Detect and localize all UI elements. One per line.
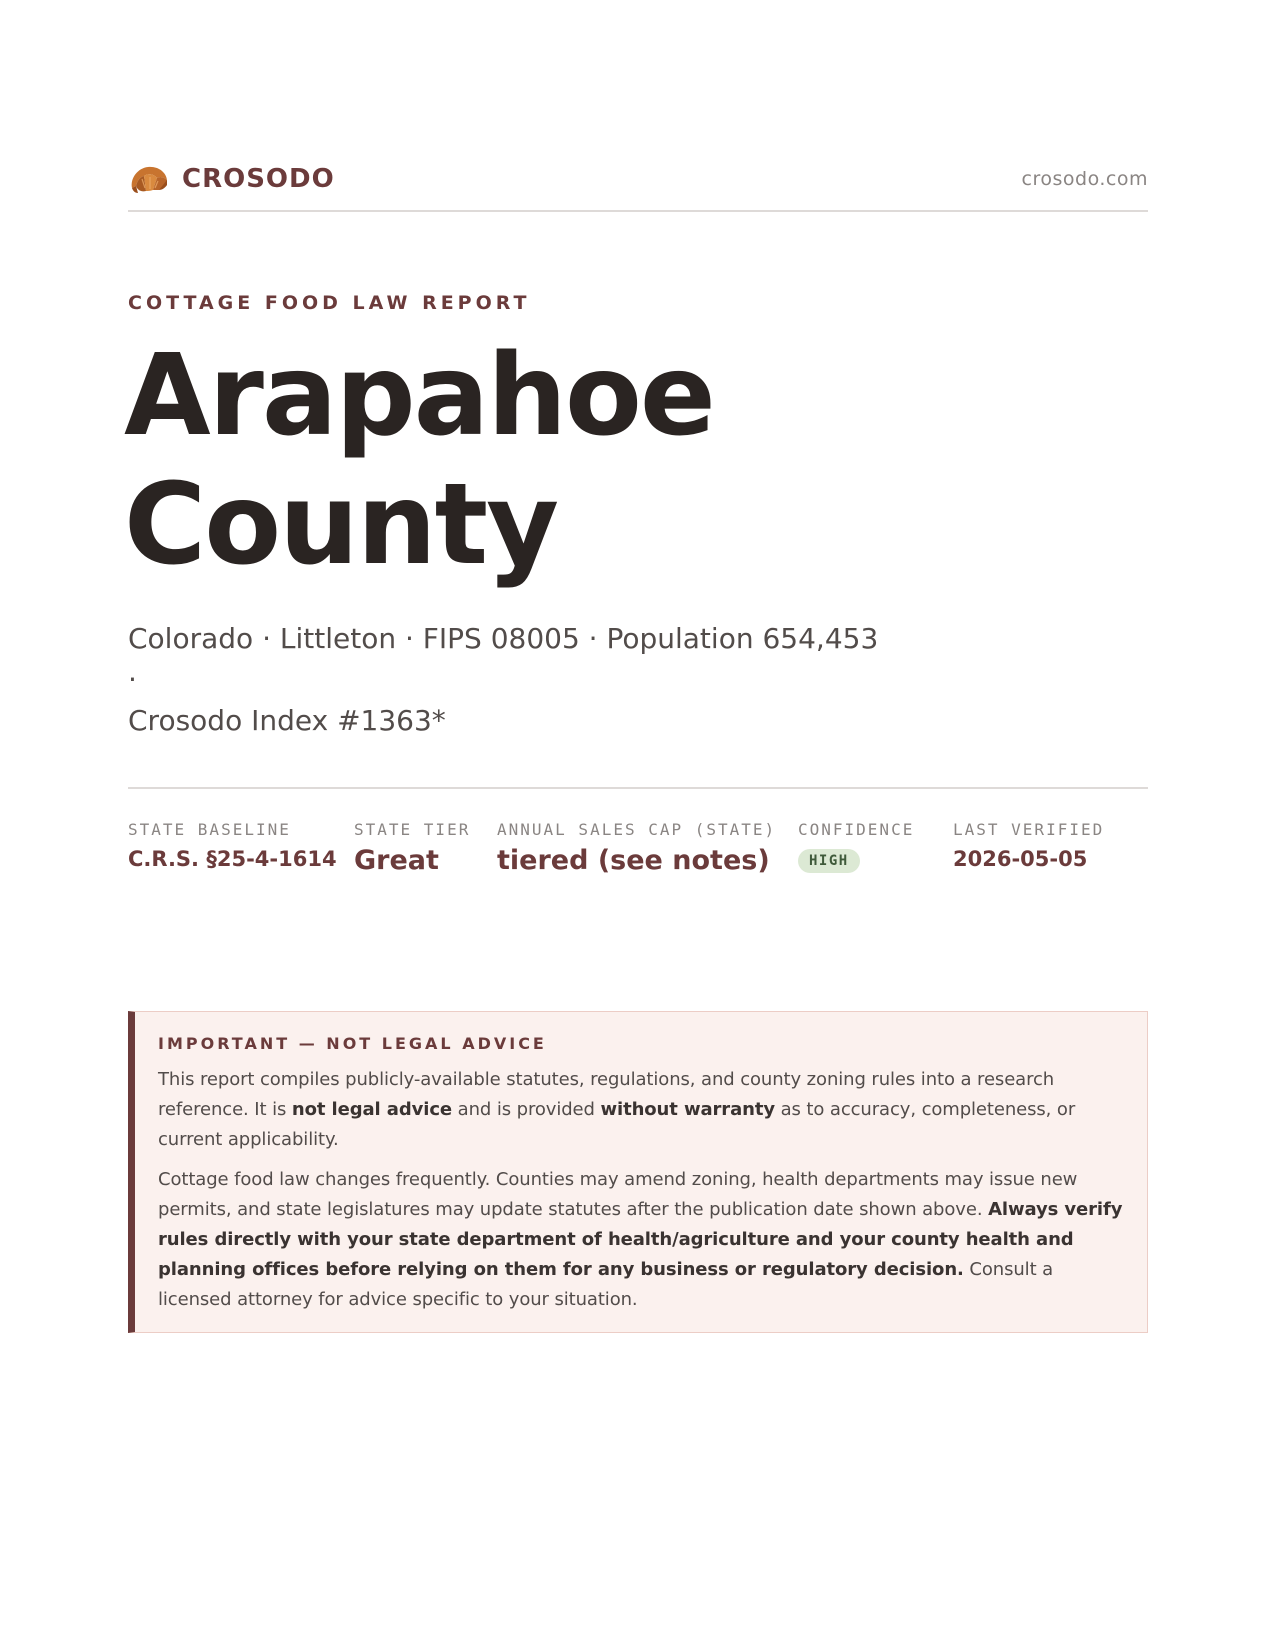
- notice-emphasis: not legal advice: [291, 1099, 453, 1120]
- stat-sales-cap: [497, 820, 776, 876]
- meta-line-1: Colorado · Littleton · FIPS 08005 · Population 654,453 ·: [128, 622, 879, 696]
- notice-text: Cottage food law changes frequently. Counties may amend zoning, health departments may issue new permits, and state legislatures may update statutes after the publication date shown above.: [158, 1169, 1078, 1220]
- notice-paragraph-1: [158, 1065, 1123, 1155]
- brand-name: CROSODO: [182, 164, 335, 194]
- notice-text: Consult a licensed attorney for advice specific to your situation.: [158, 1259, 1054, 1310]
- report-eyebrow: COTTAGE FOOD LAW REPORT: [128, 292, 531, 314]
- stat-label: LAST VERIFIED: [953, 820, 1105, 839]
- croissant-icon: [128, 160, 170, 198]
- page-title: Arapahoe County: [124, 331, 714, 590]
- county-meta: [128, 618, 888, 741]
- stat-confidence: [798, 820, 914, 873]
- notice-emphasis: Always verify rules directly with your state department of health/agriculture and your county health and planning offices before relying on them for any business or regulatory decision.: [158, 1199, 1123, 1280]
- stats-row: [128, 787, 1148, 899]
- notice-text: This report compiles publicly-available statutes, regulations, and county zoning rules into a research reference. It is: [158, 1069, 1055, 1120]
- stat-label: STATE TIER: [354, 820, 471, 839]
- stat-last-verified: [953, 820, 1104, 871]
- stat-label: CONFIDENCE: [798, 820, 915, 839]
- stat-label: STATE BASELINE: [128, 820, 291, 839]
- stat-value: 2026-05-05: [953, 847, 1088, 871]
- notice-text: as to accuracy, completeness, or current applicability.: [158, 1099, 1076, 1150]
- meta-line-2: Crosodo Index #1363*: [128, 704, 446, 737]
- notice-emphasis: without warranty: [600, 1099, 775, 1120]
- header: [128, 158, 1148, 212]
- domain-link[interactable]: crosodo.com: [1021, 168, 1148, 190]
- notice-title: IMPORTANT — NOT LEGAL ADVICE: [158, 1034, 547, 1053]
- confidence-badge: HIGH: [798, 849, 860, 873]
- brand[interactable]: [128, 160, 335, 198]
- notice-paragraph-2: [158, 1165, 1123, 1315]
- stat-state-tier: [354, 820, 470, 876]
- stat-state-baseline: [128, 820, 337, 871]
- legal-notice: [128, 1011, 1148, 1333]
- notice-text: and is provided: [452, 1099, 601, 1120]
- stat-value: Great: [354, 845, 439, 876]
- stat-label: ANNUAL SALES CAP (STATE): [497, 820, 777, 839]
- stat-value: tiered (see notes): [497, 845, 770, 876]
- stat-value: C.R.S. §25-4-1614: [128, 847, 337, 871]
